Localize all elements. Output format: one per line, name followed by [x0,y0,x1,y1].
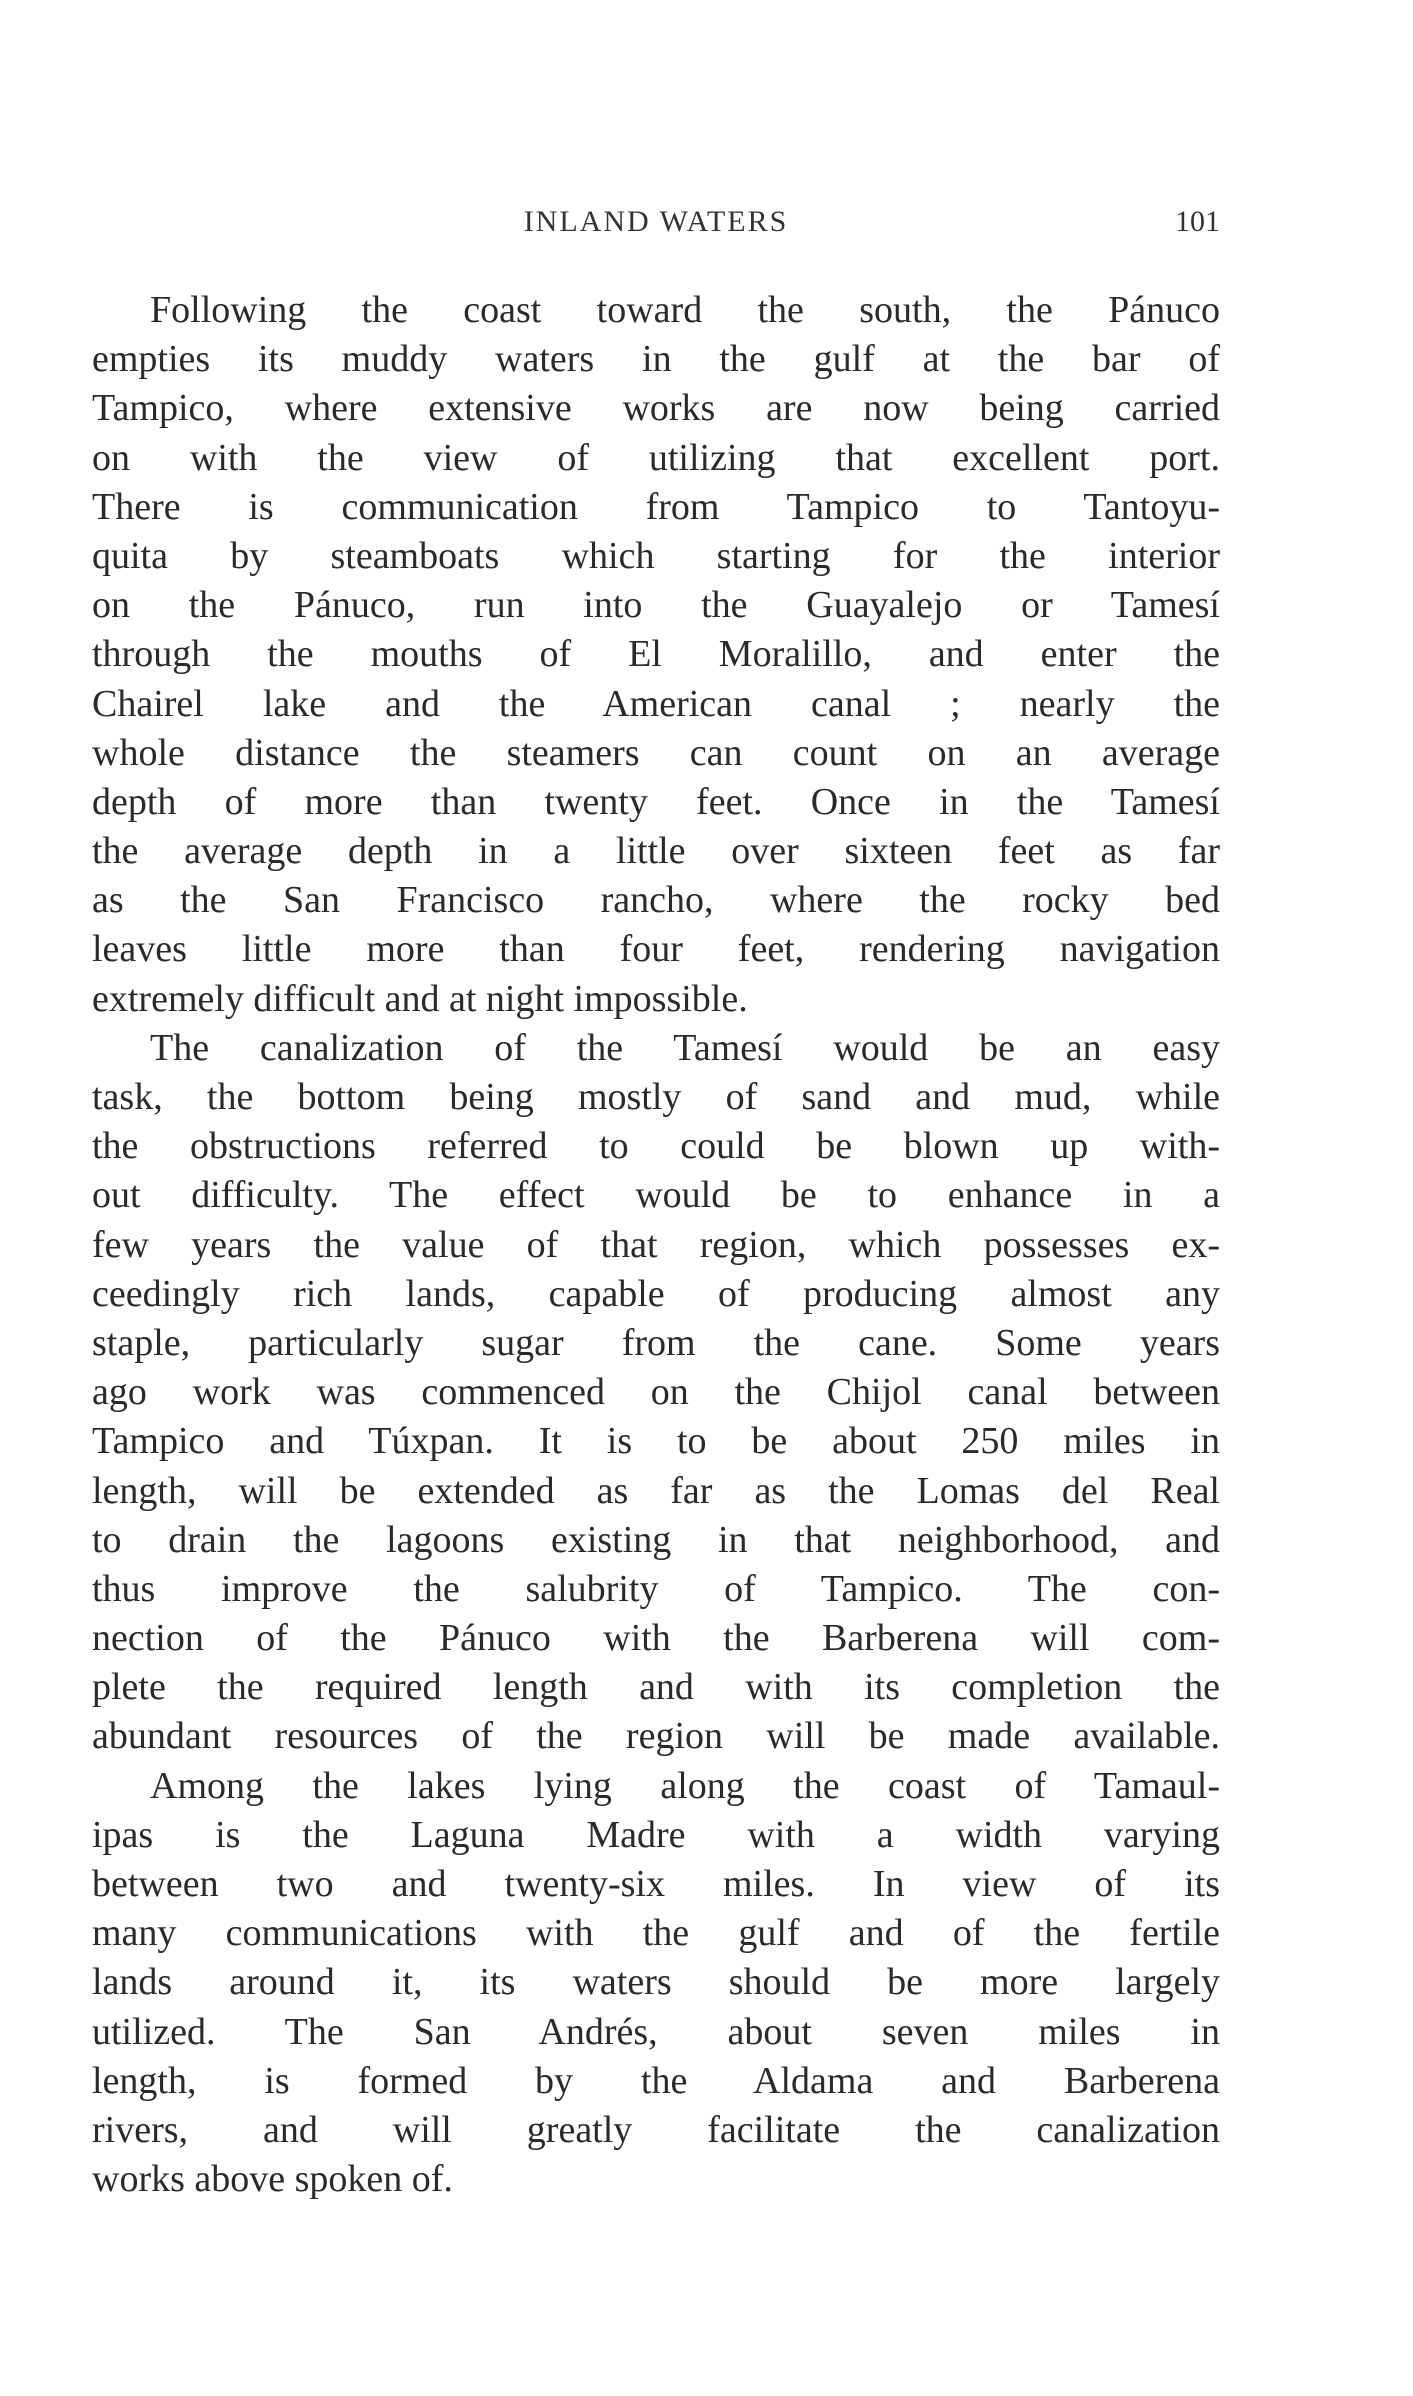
text-line: Tampico and Túxpan. It is to be about 250 miles in [92,1420,1220,1463]
text-line: as the San Francisco rancho, where the rocky bed [92,879,1220,922]
page-number: 101 [1175,205,1220,238]
text-line: abundant resources of the region will be made available. [92,1715,1220,1758]
text-line: on the Pánuco, run into the Guayalejo or Tamesí [92,584,1220,627]
text-line: works above spoken of. [92,2158,453,2201]
text-line: Chairel lake and the American canal ; nearly the [92,682,1220,725]
text-line: plete the required length and with its completion the [92,1666,1220,1709]
text-line: the average depth in a little over sixteen feet as far [92,830,1220,873]
text-line: length, is formed by the Aldama and Barberena [92,2059,1220,2102]
text-line: Tampico, where extensive works are now being carried [92,387,1220,430]
text-line: Among the lakes lying along the coast of Tamaul- [150,1764,1220,1807]
text-line: length, will be extended as far as the Lomas del Real [92,1469,1220,1512]
text-line: lands around it, its waters should be more largely [92,1961,1220,2004]
text-line: quita by steamboats which starting for the interior [92,534,1220,577]
text-line: task, the bottom being mostly of sand and mud, while [92,1076,1220,1118]
text-line: ceedingly rich lands, capable of producing almost any [92,1272,1220,1315]
running-head [92,200,1220,244]
text-line: through the mouths of El Moralillo, and enter the [92,633,1220,676]
text-line: to drain the lagoons existing in that neighborhood, and [92,1518,1220,1561]
running-title: INLAND WATERS [523,205,789,238]
text-line: utilized. The San Andrés, about seven miles in [92,2010,1220,2053]
text-line: ipas is the Laguna Madre with a width varying [92,1813,1220,1856]
text-line: Following the coast toward the south, the Pánuco [150,289,1220,331]
text-line: leaves little more than four feet, rendering navigation [92,928,1220,971]
text-line: rivers, and will greatly facilitate the canalization [92,2108,1220,2151]
text-line: on with the view of utilizing that excellent port. [92,436,1220,479]
text-line: The canalization of the Tamesí would be an easy [150,1026,1220,1069]
text-line: staple, particularly sugar from the cane. Some years [92,1321,1220,1364]
text-line: between two and twenty-six miles. In view of its [92,1863,1220,1905]
text-line: empties its muddy waters in the gulf at the bar of [92,338,1220,381]
text-line: depth of more than twenty feet. Once in the Tamesí [92,780,1220,823]
text-line: the obstructions referred to could be blown up with- [92,1125,1220,1168]
text-line: out difficulty. The effect would be to enhance in a [92,1174,1220,1217]
text-line: extremely difficult and at night impossible. [92,977,748,1020]
body-text [92,286,1220,2204]
text-line: few years the value of that region, which possesses ex- [92,1223,1220,1266]
text-line: thus improve the salubrity of Tampico. The con- [92,1567,1220,1610]
text-line: nection of the Pánuco with the Barberena will com- [92,1617,1220,1660]
text-line: many communications with the gulf and of the fertile [92,1912,1220,1955]
text-line: whole distance the steamers can count on an average [92,731,1220,774]
text-line: There is communication from Tampico to Tantoyu- [92,485,1220,528]
text-line: ago work was commenced on the Chijol canal between [92,1371,1220,1414]
